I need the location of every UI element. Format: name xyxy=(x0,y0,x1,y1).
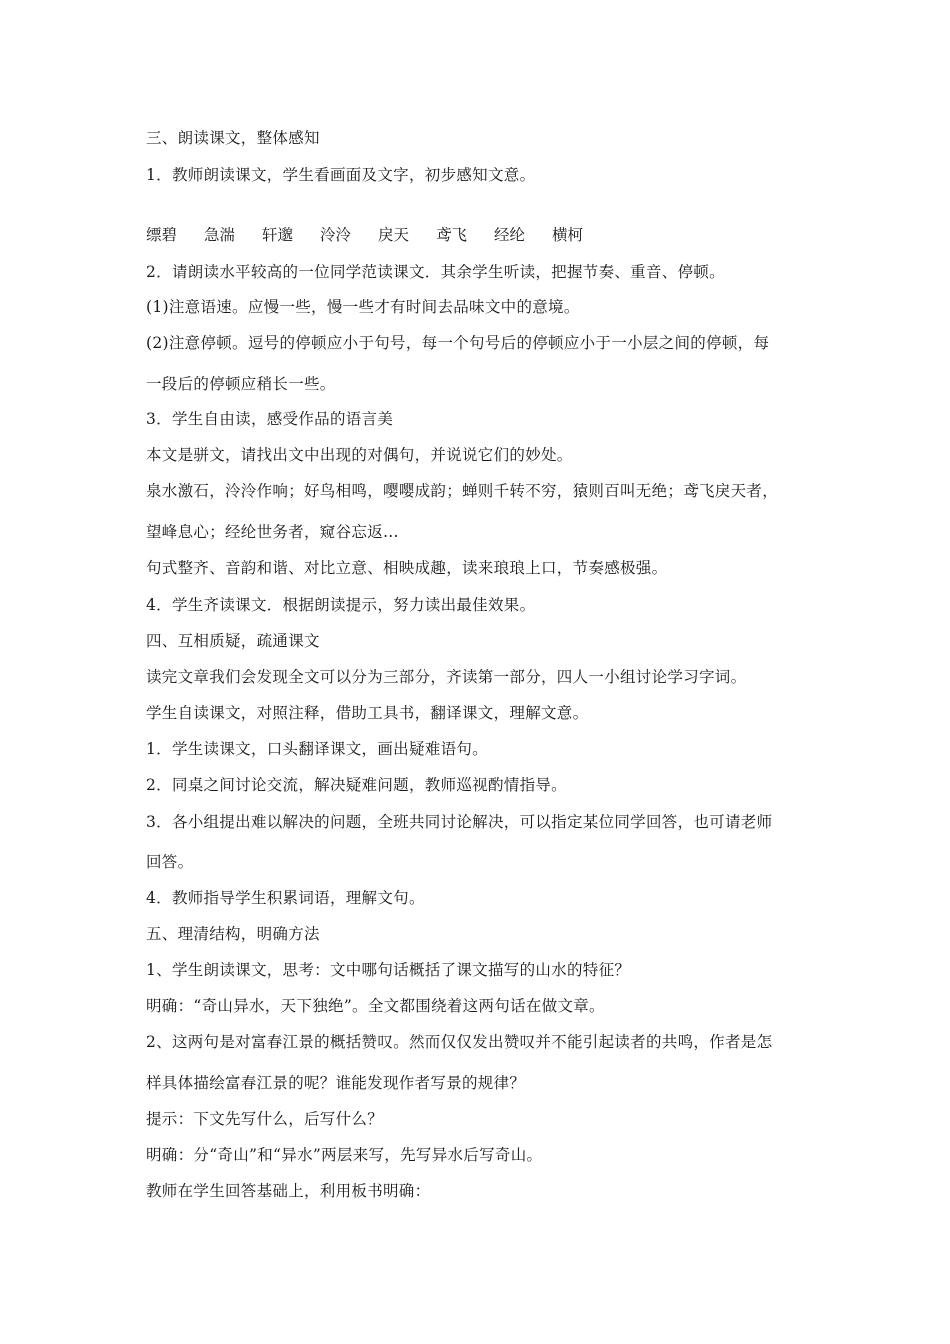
vocab-list xyxy=(146,225,610,245)
couplets-line2: 望峰息心；经纶世务者，窥谷忘返… xyxy=(146,523,399,541)
section4-item2: 2．同桌之间讨论交流，解决疑难问题，教师巡视酌情指导。 xyxy=(146,776,567,794)
section3-heading: 三、朗读课文，整体感知 xyxy=(146,129,320,147)
section3-item2: 2．请朗读水平较高的一位同学范读课文．其余学生听读，把握节奏、重音、停顿。 xyxy=(146,263,725,281)
section5-closing: 教师在学生回答基础上，利用板书明确： xyxy=(146,1182,431,1200)
vocab-word: 轩邈 xyxy=(262,226,294,244)
section4-item3-line2: 回答。 xyxy=(146,853,194,871)
section4-intro1: 读完文章我们会发现全文可以分为三部分，齐读第一部分，四人一小组讨论学习字词。 xyxy=(146,668,747,686)
section4-intro2: 学生自读课文，对照注释，借助工具书，翻译课文，理解文意。 xyxy=(146,704,589,722)
section5-a1: 明确：“奇山异水，天下独绝”。全文都围绕着这两句话在做文章。 xyxy=(146,997,605,1015)
vocab-word: 经纶 xyxy=(494,226,526,244)
section3-item3-prompt: 本文是骈文，请找出文中出现的对偶句，并说说它们的妙处。 xyxy=(146,446,573,464)
section5-q2-line1: 2、这两句是对富春江景的概括赞叹。然而仅仅发出赞叹并不能引起读者的共鸣，作者是怎 xyxy=(146,1033,773,1051)
section5-a2: 明确：分“奇山”和“异水”两层来写，先写异水后写奇山。 xyxy=(146,1146,543,1164)
section4-item4: 4．教师指导学生积累词语，理解文句。 xyxy=(146,889,425,907)
vocab-word: 泠泠 xyxy=(320,226,352,244)
section4-item1: 1．学生读课文，口头翻译课文，画出疑难语句。 xyxy=(146,740,488,758)
vocab-word: 缥碧 xyxy=(146,226,178,244)
section3-item3: 3．学生自由读，感受作品的语言美 xyxy=(146,410,394,428)
section5-q1: 1、学生朗读课文，思考：文中哪句话概括了课文描写的山水的特征？ xyxy=(146,961,631,979)
section3-note1: (1)注意语速。应慢一些，慢一些才有时间去品味文中的意境。 xyxy=(146,298,580,316)
section4-heading: 四、互相质疑，疏通课文 xyxy=(146,632,320,650)
section3-note2-line2: 一段后的停顿应稍长一些。 xyxy=(146,375,336,393)
section3-item3-summary: 句式整齐、音韵和谐、对比立意、相映成趣，读来琅琅上口，节奏感极强。 xyxy=(146,559,668,577)
section5-q2-line2: 样具体描绘富春江景的呢？谁能发现作者写景的规律？ xyxy=(146,1074,526,1092)
section3-item1: 1．教师朗读课文，学生看画面及文字，初步感知文意。 xyxy=(146,166,536,184)
section3-note2-line1: (2)注意停顿。逗号的停顿应小于句号，每一个句号后的停顿应小于一小层之间的停顿，每 xyxy=(146,334,770,352)
vocab-word: 戾天 xyxy=(378,226,410,244)
vocab-word: 横柯 xyxy=(552,226,584,244)
section5-hint: 提示：下文先写什么，后写什么？ xyxy=(146,1110,384,1128)
section3-item4: 4．学生齐读课文．根据朗读提示，努力读出最佳效果。 xyxy=(146,596,536,614)
vocab-word: 鸢飞 xyxy=(436,226,468,244)
section4-item3-line1: 3．各小组提出难以解决的问题，全班共同讨论解决，可以指定某位同学回答，也可请老师 xyxy=(146,813,773,831)
vocab-word: 急湍 xyxy=(204,226,236,244)
couplets-line1: 泉水激石，泠泠作响；好鸟相鸣，嘤嘤成韵；蝉则千转不穷，猿则百叫无绝；鸢飞戾天者， xyxy=(146,482,779,500)
section5-heading: 五、理清结构，明确方法 xyxy=(146,925,320,943)
